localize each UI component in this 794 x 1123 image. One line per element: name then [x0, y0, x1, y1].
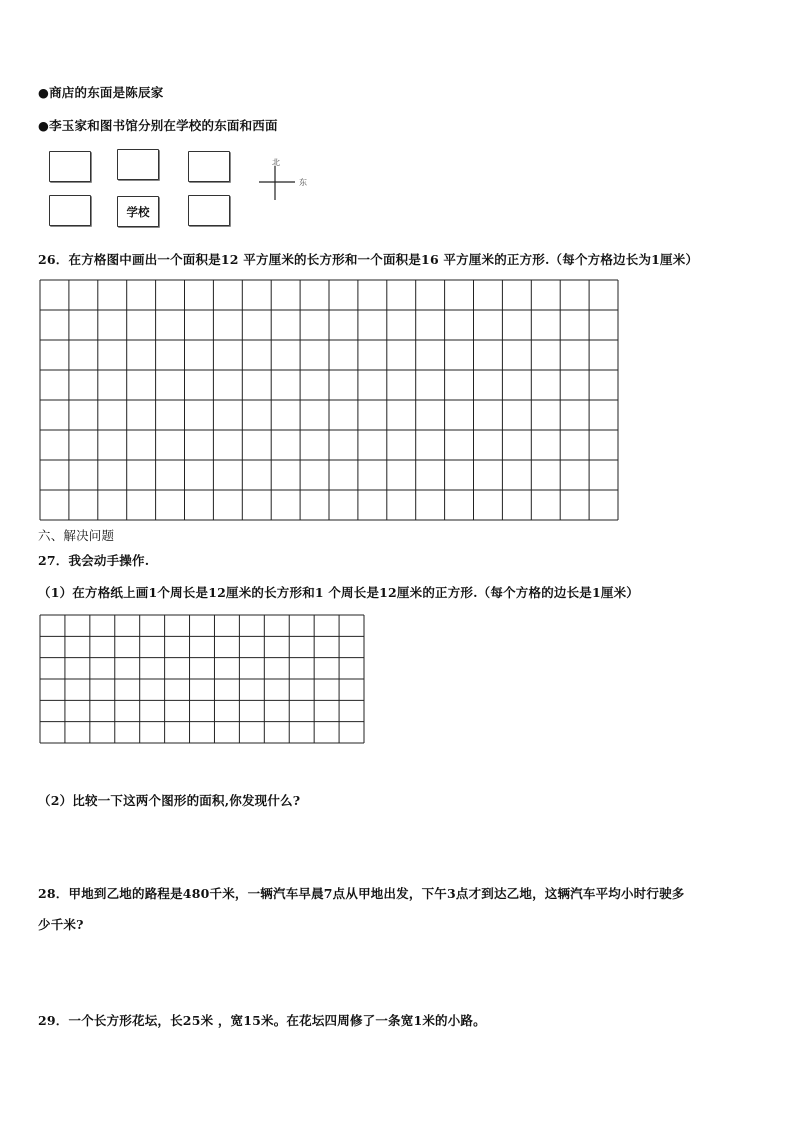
- map-block-bottom-right: [188, 195, 230, 226]
- q27-text: 27．我会动手操作.: [38, 553, 150, 568]
- q28-text-line2: 少千米?: [38, 917, 84, 932]
- bullet-li-library: ●李玉家和图书馆分别在学校的东面和西面: [38, 118, 278, 133]
- map-block-top-middle: [117, 149, 159, 180]
- compass-icon: [255, 158, 315, 202]
- q28-text-line1: 28．甲地到乙地的路程是480千米，一辆汽车早晨7点从甲地出发，下午3点才到达乙地，这辆汽车平均小时行驶多: [38, 886, 685, 901]
- map-block-bottom-left: [49, 195, 91, 226]
- q26-grid[interactable]: [39, 279, 619, 521]
- map-block-school: [117, 196, 159, 227]
- compass-east-label: 东: [299, 178, 307, 187]
- compass-north-label: 北: [272, 158, 280, 167]
- q29-text: 29．一个长方形花坛，长25米 ，宽15米。在花坛四周修了一条宽1米的小路。: [38, 1013, 486, 1028]
- bullet-shop-east: ●商店的东面是陈辰家: [38, 85, 164, 100]
- q26-text: 26．在方格图中画出一个面积是12 平方厘米的长方形和一个面积是16 平方厘米的正方形.（每个方格边长为1厘米）: [38, 252, 699, 267]
- map-block-top-right: [188, 151, 230, 182]
- q27-part1-text: （1）在方格纸上画1个周长是12厘米的长方形和1 个周长是12厘米的正方形.（每个方格的边长是1厘米）: [38, 585, 639, 600]
- q27-grid[interactable]: [39, 614, 365, 744]
- school-label: 学校: [126, 205, 150, 219]
- map-block-top-left: [49, 151, 91, 182]
- q27-part2-text: （2）比较一下这两个图形的面积,你发现什么?: [38, 793, 301, 808]
- section-title: 六、解决问题: [38, 528, 115, 543]
